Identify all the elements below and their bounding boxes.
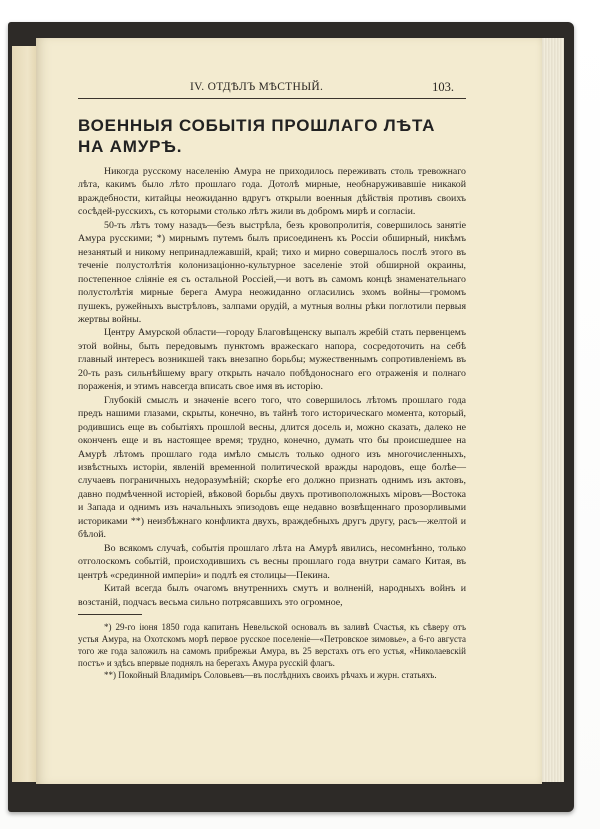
book-page — [36, 38, 542, 784]
footnotes — [78, 621, 466, 681]
article-title: ВОЕННЫЯ СОБЫТІЯ ПРОШЛАГО ЛѢТА НА АМУРѢ. — [78, 116, 436, 156]
footnote: *) 29-го іюня 1850 года капитанъ Невельской основалъ въ заливѣ Счастья, къ сѣверу отъ устья Амура, на Охотскомъ морѣ первое русское поселеніе—«Петровское зимовье», а 6-го августа того же года заложилъ на самомъ прибрежьи Амура, въ 25 верстахъ отъ его устья, «Николаевскій постъ» и здѣсь впервые поднялъ на берегахъ Амура русскій флагъ. — [78, 621, 466, 668]
paragraph: Во всякомъ случаѣ, событія прошлаго лѣта на Амурѣ явились, несомнѣнно, только отголоскомъ событій, происходившихъ съ весны прошлаго года внутри самаго Китая, въ центрѣ «срединной имперіи» и подлѣ ея столицы—Пекина. — [78, 542, 466, 581]
section-heading: IV. ОТДѢЛЪ МѢСТНЫЙ. — [190, 81, 324, 93]
page-edges — [540, 38, 564, 782]
left-page-sliver — [12, 46, 38, 782]
paragraph: Китай всегда былъ очагомъ внутреннихъ смутъ и волненій, народныхъ войнъ и возстаній, подчасъ весьма сильно потрясавшихъ это огромное, — [78, 583, 466, 608]
page-number: 103. — [432, 80, 454, 94]
footnote-rule — [78, 614, 142, 615]
paragraph: Глубокій смыслъ и значеніе всего того, что совершилось лѣтомъ прошлаго года предъ нашими глазами, скрыты, конечно, въ тайнѣ того историческаго момента, который, родившись еще въ событіяхъ прошлой весны, длится досель и, можно сказать, далеко не оконченъ еще и въ настоящее время; трудно, конечно, думать что бы происшедшее на Амурѣ лѣтомъ прошлаго года имѣло смыслъ только одного изъ многочисленныхъ, извѣстныхъ исторіи, явленій временной политической вражды народовъ, еще болѣе—случаевъ пограничныхъ недоразумѣній; скорѣе его должно признать однимъ изъ актовъ, давно подмѣченной исторіей, вѣковой борьбы двухъ противоположныхъ міровъ—Востока и Запада и однимъ изъ начальныхъ эпизодовъ еще недавно возвѣщеннаго прозорливыми историками **) неизбѣжнаго конфликта двухъ, враждебныхъ другъ другу, расъ—желтой и бѣлой. — [78, 394, 466, 541]
article-body — [78, 165, 466, 609]
footnote: **) Покойный Владиміръ Соловьевъ—въ послѣднихъ своихъ рѣчахъ и журн. статьяхъ. — [104, 669, 437, 680]
page-content — [78, 78, 466, 681]
paragraph: Центру Амурской области—городу Благовѣщенску выпалъ жребій стать первенцемъ этой войны, быть передовымъ пунктомъ вражескаго напора, сосредоточить на себѣ главный интересъ возникшей такъ внезапно борьбы; мужественнымъ сопротивленіемъ въ 20-ть разъ сильнѣйшему врагу открыть начало побѣдоноснаго его отраженія и полнаго пораженія, и этимъ навсегда вписать свое имя въ исторію. — [78, 327, 466, 393]
running-head — [78, 78, 466, 99]
paragraph: 50-ть лѣтъ тому назадъ—безъ выстрѣла, безъ кровопролитія, совершилось занятіе Амура русскими; *) мирнымъ путемъ былъ присоединенъ къ Россіи обширный, никѣмъ незанятый и никому непринадлежавшій, край; тихо и мирно совершалось послѣ этого въ теченіе полустолѣтія колонизаціонно-культурное заселеніе этой обширной окраины, постепенное сліяніе ея съ остальной Россіей,—и вотъ въ самомъ концѣ знаменательнаго полустолѣтія мирные берега Амура неожиданно огласились эхомъ войны—громомъ пушекъ, ружейныхъ выстрѣловъ, залпами орудій, а мутныя волны рѣки поглотили первыя жертвы войны. — [78, 219, 466, 325]
paragraph: Никогда русскому населенію Амура не приходилось переживать столь тревожнаго лѣта, какимъ было лѣто прошлаго года. Дотолѣ мирные, необнаруживавшіе никакой враждебности, китайцы неожиданно вдругъ открыли военныя дѣйствія противъ своихъ сосѣдей-русскихъ, съ которыми столько лѣтъ жили въ добромъ мирѣ и согласіи. — [78, 166, 466, 218]
